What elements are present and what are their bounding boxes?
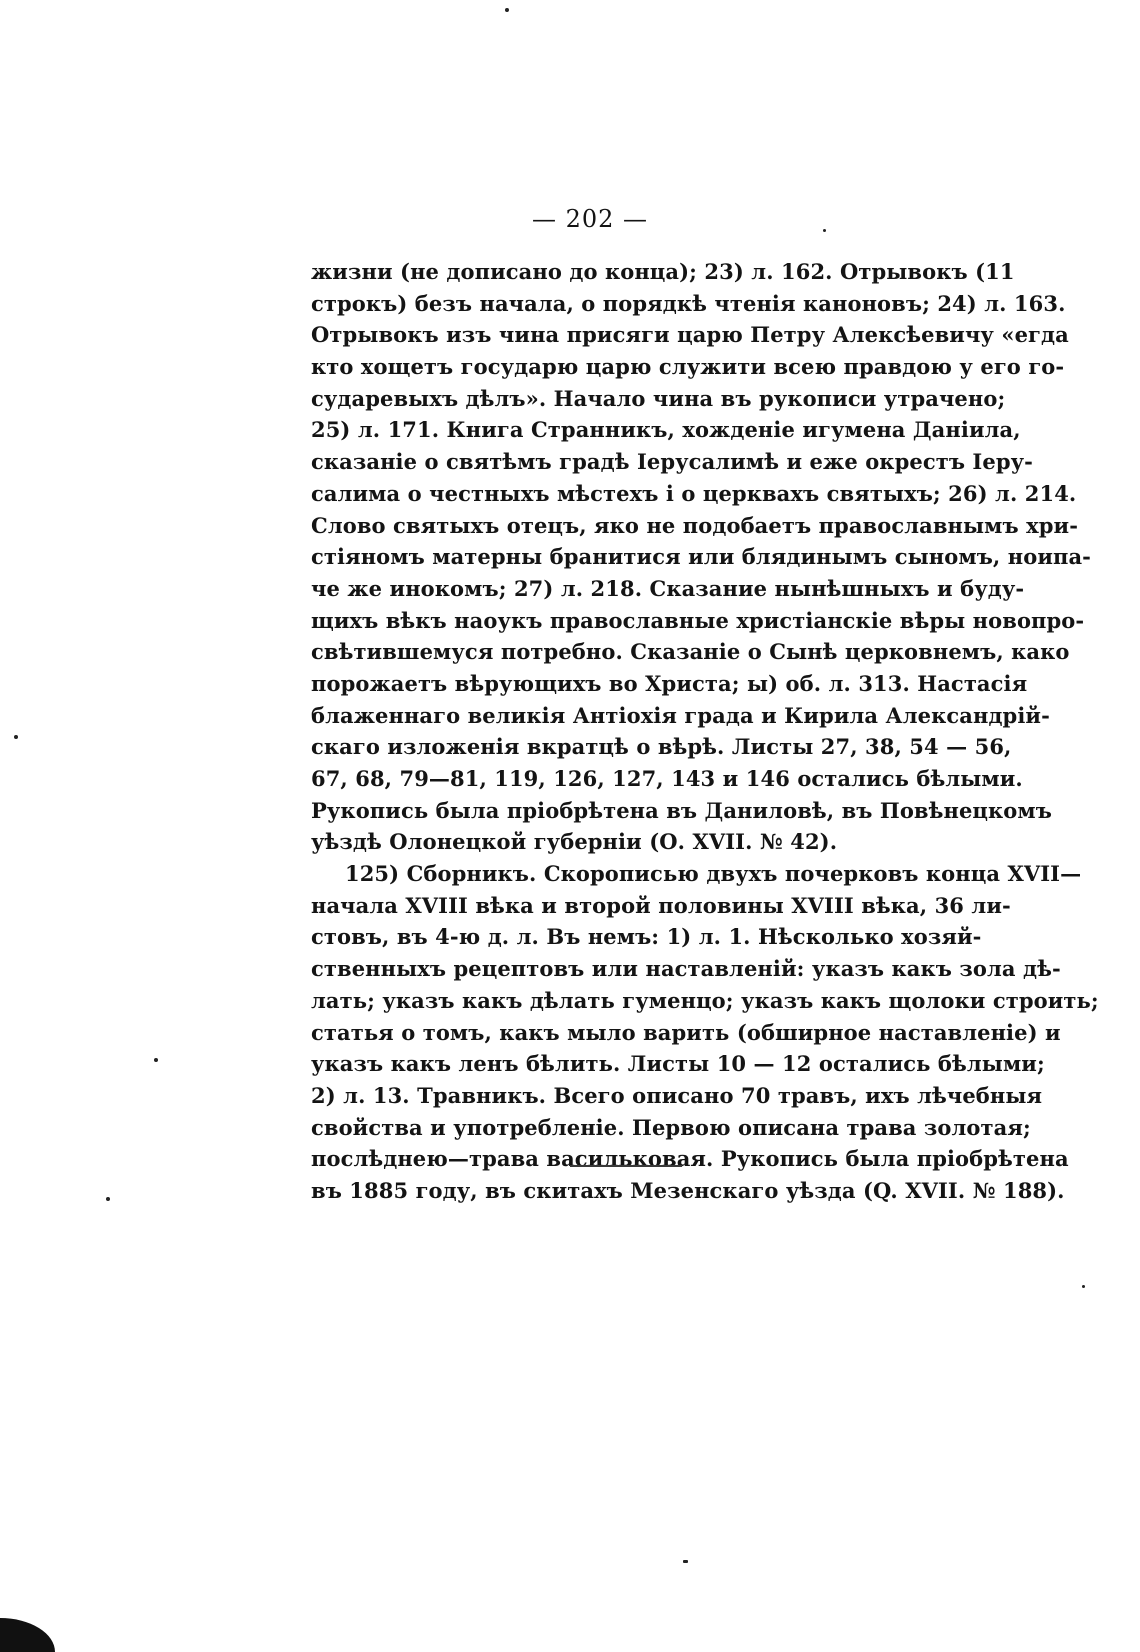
text-line: 2) л. 13. Травникъ. Всего описано 70 травъ, ихъ лѣчебныя	[311, 1082, 1043, 1108]
text-line: указъ какъ ленъ бѣлить. Листы 10 — 12 остались бѣлыми;	[311, 1051, 1045, 1077]
text-line: 67, 68, 79—81, 119, 126, 127, 143 и 146 остались бѣлыми.	[311, 766, 1023, 791]
text-line: 25) л. 171. Книга Странникъ, хожденіе игумена Данiила,	[311, 417, 1021, 443]
text-line: жизни (не дописано до конца); 23) л. 162. Отрывокъ (11	[311, 259, 1015, 284]
corner-blot	[0, 1618, 55, 1652]
text-line: щихъ вѣкъ наоукъ православные христіанскіе вѣры новопро-	[311, 607, 1085, 633]
text-line: Рукопись была пріобрѣтена въ Даниловѣ, въ Повѣнецкомъ	[311, 797, 1052, 823]
text-line: ственныхъ рецептовъ или наставленій: указъ какъ зола дѣ-	[311, 956, 1061, 982]
text-line: скаго изложенія вкратцѣ о вѣрѣ. Листы 27, 38, 54 — 56,	[311, 734, 1012, 760]
scan-speck	[1082, 1285, 1085, 1288]
body-text	[311, 256, 1099, 1207]
text-line: 125) Сборникъ. Скорописью двухъ почерковъ конца XVII—	[345, 861, 1082, 887]
text-line: кто хощетъ государю царю служити всею правдою у его го-	[311, 354, 1065, 380]
page-number: — 202 —	[531, 205, 649, 233]
text-line: свойства и употребленіе. Первою описана трава золотая;	[311, 1114, 1031, 1140]
scan-speck	[683, 1560, 688, 1563]
text-line: Отрывокъ изъ чина присяги царю Петру Алексѣевичу «егда	[311, 322, 1069, 348]
scan-speck	[14, 735, 18, 739]
text-line: послѣднею—трава васильковая. Рукопись была пріобрѣтена	[311, 1146, 1069, 1172]
text-line: че же инокомъ; 27) л. 218. Сказание нынѣшныхъ и буду-	[311, 575, 1025, 601]
scan-speck	[154, 1058, 158, 1062]
text-line: начала XVIII вѣка и второй половины XVIII вѣка, 36 ли-	[311, 892, 1011, 918]
text-line: блаженнаго великія Антіохія града и Кирила Александрій-	[311, 702, 1050, 728]
text-line: стовъ, въ 4-ю д. л. Въ немъ: 1) л. 1. Нѣсколько хозяй-	[311, 924, 982, 950]
scan-speck	[823, 229, 826, 232]
text-line: стіяномъ матерны бранитися или блядинымъ сыномъ, ноипа-	[311, 544, 1091, 570]
text-line: сказаніе о святѣмъ градѣ Іерусалимѣ и еже окрестъ Іеру-	[311, 449, 1033, 475]
text-line: сударевыхъ дѣлъ». Начало чина въ рукописи утрачено;	[311, 385, 1006, 411]
scan-speck	[505, 8, 509, 12]
scan-speck	[106, 1197, 110, 1201]
text-line: свѣтившемуся потребно. Сказаніе о Сынѣ церковнемъ, како	[311, 639, 1070, 665]
text-line: порожаетъ вѣрующихъ во Христа; ы) об. л. 313. Настасія	[311, 670, 1028, 696]
end-rule	[570, 1165, 682, 1167]
text-line: статья о томъ, какъ мыло варить (обширное наставленіе) и	[311, 1019, 1061, 1045]
text-line: салима о честныхъ мѣстехъ і о церквахъ святыхъ; 26) л. 214.	[311, 480, 1077, 506]
text-line: Слово святыхъ отецъ, яко не подобаетъ православнымъ хри-	[311, 512, 1079, 538]
text-line: уѣздѣ Олонецкой губерніи (О. XVII. № 42).	[311, 829, 838, 855]
text-line: лать; указъ какъ дѣлать гуменцо; указъ какъ щолоки строить;	[311, 987, 1099, 1013]
text-line: строкъ) безъ начала, о порядкѣ чтенія каноновъ; 24) л. 163.	[311, 290, 1066, 316]
text-line: въ 1885 году, въ скитахъ Мезенскаго уѣзда (Q. XVII. № 188).	[311, 1177, 1065, 1203]
